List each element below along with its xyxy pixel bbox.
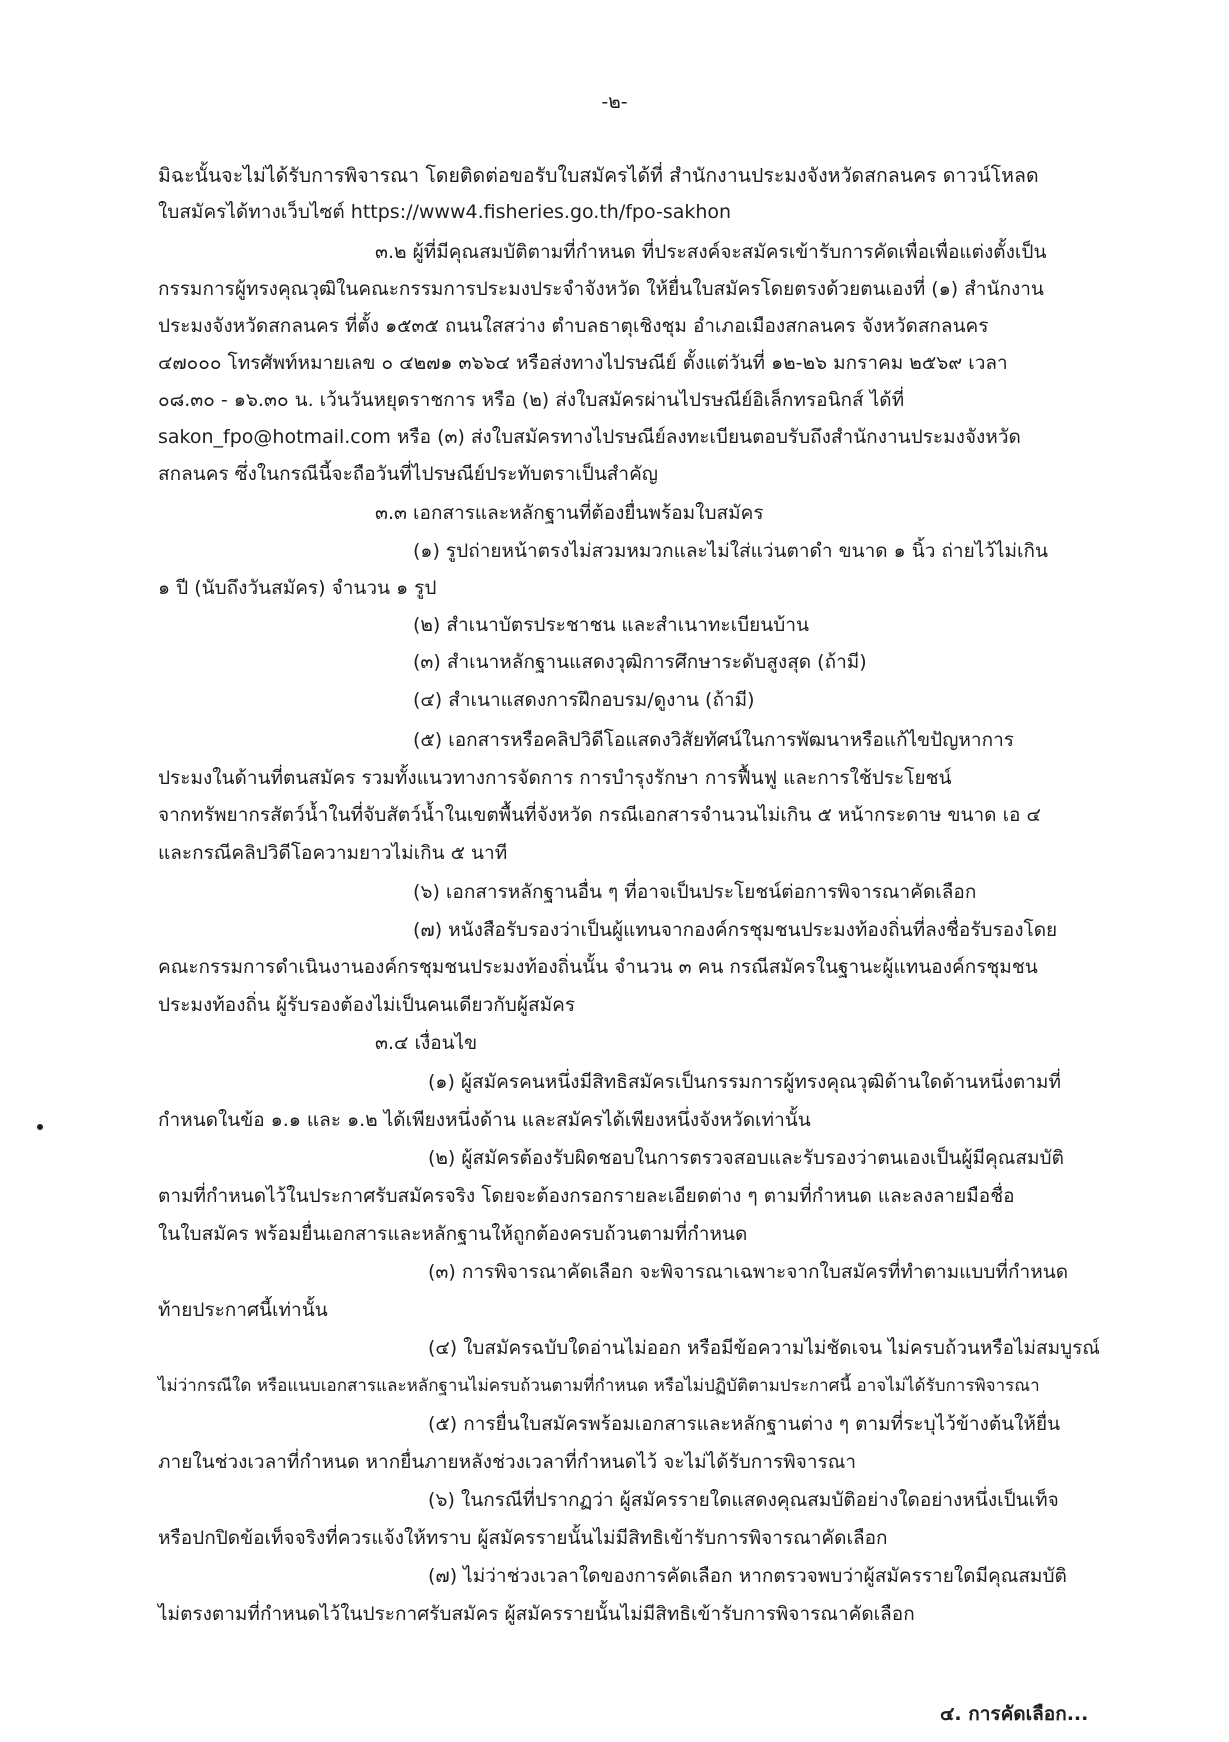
body-line: (๖) ในกรณีที่ปรากฏว่า ผู้สมัครรายใดแสดงคุณสมบัติอย่างใดอย่างหนึ่งเป็นเท็จ	[428, 1489, 1059, 1511]
body-line: กรรมการผู้ทรงคุณวุฒิในคณะกรรมการประมงประจำจังหวัด ให้ยื่นใบสมัครโดยตรงด้วยตนเองที่ (๑) สำนักงาน	[158, 278, 1044, 300]
continuation-text: ๔. การคัดเลือก...	[940, 1703, 1089, 1725]
page-number: -๒-	[601, 91, 628, 113]
body-line: (๒) สำเนาบัตรประชาชน และสำเนาทะเบียนบ้าน	[413, 614, 810, 636]
body-line: sakon_fpo@hotmail.com หรือ (๓) ส่งใบสมัครทางไปรษณีย์ลงทะเบียนตอบรับถึงสำนักงานประมงจังหวัด	[158, 426, 1021, 448]
body-line: ไม่ว่ากรณีใด หรือแนบเอกสารและหลักฐานไม่ครบถ้วนตามที่กำหนด หรือไม่ปฏิบัติตามประกาศนี้ อาจไม่ได้รับการพิจารณา	[158, 1376, 1040, 1396]
body-line: (๗) ไม่ว่าช่วงเวลาใดของการคัดเลือก หากตรวจพบว่าผู้สมัครรายใดมีคุณสมบัติ	[428, 1565, 1067, 1587]
body-line: ภายในช่วงเวลาที่กำหนด หากยื่นภายหลังช่วงเวลาที่กำหนดไว้ จะไม่ได้รับการพิจารณา	[158, 1451, 856, 1473]
body-line: ๓.๒ ผู้ที่มีคุณสมบัติตามที่กำหนด ที่ประสงค์จะสมัครเข้ารับการคัดเพื่อเพื่อแต่งตั้งเป็น	[375, 241, 1047, 263]
body-line: สกลนคร ซึ่งในกรณีนี้จะถือวันที่ไปรษณีย์ประทับตราเป็นสำคัญ	[158, 463, 658, 485]
body-line: (๓) สำเนาหลักฐานแสดงวุฒิการศึกษาระดับสูงสุด (ถ้ามี)	[413, 651, 867, 673]
section-heading: ๓.๔ เงื่อนไข	[375, 1032, 478, 1054]
body-line: ใบสมัครได้ทางเว็บไซต์ https://www4.fisheries.go.th/fpo-sakhon	[158, 201, 732, 223]
body-line: (๖) เอกสารหลักฐานอื่น ๆ ที่อาจเป็นประโยชน์ต่อการพิจารณาคัดเลือก	[413, 881, 977, 903]
body-line: ๑ ปี (นับถึงวันสมัคร) จำนวน ๑ รูป	[158, 577, 437, 599]
body-line: กำหนดในข้อ ๑.๑ และ ๑.๒ ได้เพียงหนึ่งด้าน และสมัครได้เพียงหนึ่งจังหวัดเท่านั้น	[158, 1109, 811, 1131]
body-line: ๐๘.๓๐ - ๑๖.๓๐ น. เว้นวันหยุดราชการ หรือ (๒) ส่งใบสมัครผ่านไปรษณีย์อิเล็กทรอนิกส์ ได้ที่	[158, 389, 905, 411]
body-line: (๑) ผู้สมัครคนหนึ่งมีสิทธิสมัครเป็นกรรมการผู้ทรงคุณวุฒิด้านใดด้านหนึ่งตามที่	[428, 1071, 1061, 1093]
body-line: จากทรัพยากรสัตว์น้ำในที่จับสัตว์น้ำในเขตพื้นที่จังหวัด กรณีเอกสารจำนวนไม่เกิน ๕ หน้ากระดาษ ขนาด เอ ๔	[158, 804, 1041, 826]
body-line: หรือปกปิดข้อเท็จจริงที่ควรแจ้งให้ทราบ ผู้สมัครรายนั้นไม่มีสิทธิเข้ารับการพิจารณาคัดเลือก	[158, 1527, 888, 1549]
body-line: (๕) เอกสารหรือคลิปวิดีโอแสดงวิสัยทัศน์ในการพัฒนาหรือแก้ไขปัญหาการ	[413, 729, 1014, 751]
body-line: (๑) รูปถ่ายหน้าตรงไม่สวมหมวกและไม่ใส่แว่นตาดำ ขนาด ๑ นิ้ว ถ่ายไว้ไม่เกิน	[413, 540, 1049, 562]
body-line: ไม่ตรงตามที่กำหนดไว้ในประกาศรับสมัคร ผู้สมัครรายนั้นไม่มีสิทธิเข้ารับการพิจารณาคัดเลือก	[158, 1603, 915, 1625]
body-line: ท้ายประกาศนี้เท่านั้น	[158, 1299, 328, 1321]
body-line: ประมงจังหวัดสกลนคร ที่ตั้ง ๑๕๓๕ ถนนใสสว่าง ตำบลธาตุเชิงชุม อำเภอเมืองสกลนคร จังหวัดสกลนคร	[158, 315, 989, 337]
body-line: ประมงในด้านที่ตนสมัคร รวมทั้งแนวทางการจัดการ การบำรุงรักษา การฟื้นฟู และการใช้ประโยชน์	[158, 767, 952, 789]
body-line: (๓) การพิจารณาคัดเลือก จะพิจารณาเฉพาะจากใบสมัครที่ทำตามแบบที่กำหนด	[428, 1261, 1069, 1283]
scan-dot	[37, 1124, 43, 1130]
body-line: ประมงท้องถิ่น ผู้รับรองต้องไม่เป็นคนเดียวกับผู้สมัคร	[158, 994, 576, 1016]
body-line: ในใบสมัคร พร้อมยื่นเอกสารและหลักฐานให้ถูกต้องครบถ้วนตามที่กำหนด	[158, 1223, 748, 1245]
body-line: (๒) ผู้สมัครต้องรับผิดชอบในการตรวจสอบและรับรองว่าตนเองเป็นผู้มีคุณสมบัติ	[428, 1147, 1064, 1169]
body-line: มิฉะนั้นจะไม่ได้รับการพิจารณา โดยติดต่อขอรับใบสมัครได้ที่ สำนักงานประมงจังหวัดสกลนคร ดาวน์โหลด	[158, 164, 1039, 187]
body-line: (๔) ใบสมัครฉบับใดอ่านไม่ออก หรือมีข้อความไม่ชัดเจน ไม่ครบถ้วนหรือไม่สมบูรณ์	[428, 1337, 1100, 1359]
section-heading: ๓.๓ เอกสารและหลักฐานที่ต้องยื่นพร้อมใบสมัคร	[375, 502, 764, 524]
body-line: (๔) สำเนาแสดงการฝึกอบรม/ดูงาน (ถ้ามี)	[413, 689, 755, 711]
body-line: (๕) การยื่นใบสมัครพร้อมเอกสารและหลักฐานต่าง ๆ ตามที่ระบุไว้ข้างต้นให้ยื่น	[428, 1413, 1061, 1435]
body-line: ตามที่กำหนดไว้ในประกาศรับสมัครจริง โดยจะต้องกรอกรายละเอียดต่าง ๆ ตามที่กำหนด และลงลายมือชื่อ	[158, 1185, 1015, 1207]
body-line: ๔๗๐๐๐ โทรศัพท์หมายเลข ๐ ๔๒๗๑ ๓๖๖๔ หรือส่งทางไปรษณีย์ ตั้งแต่วันที่ ๑๒-๒๖ มกราคม ๒๕๖๙ เวลา	[158, 352, 1008, 374]
body-line: และกรณีคลิปวิดีโอความยาวไม่เกิน ๕ นาที	[158, 842, 508, 864]
body-line: คณะกรรมการดำเนินงานองค์กรชุมชนประมงท้องถิ่นนั้น จำนวน ๓ คน กรณีสมัครในฐานะผู้แทนองค์กรชุมชน	[158, 956, 1038, 978]
body-line: (๗) หนังสือรับรองว่าเป็นผู้แทนจากองค์กรชุมชนประมงท้องถิ่นที่ลงชื่อรับรองโดย	[413, 919, 1058, 941]
